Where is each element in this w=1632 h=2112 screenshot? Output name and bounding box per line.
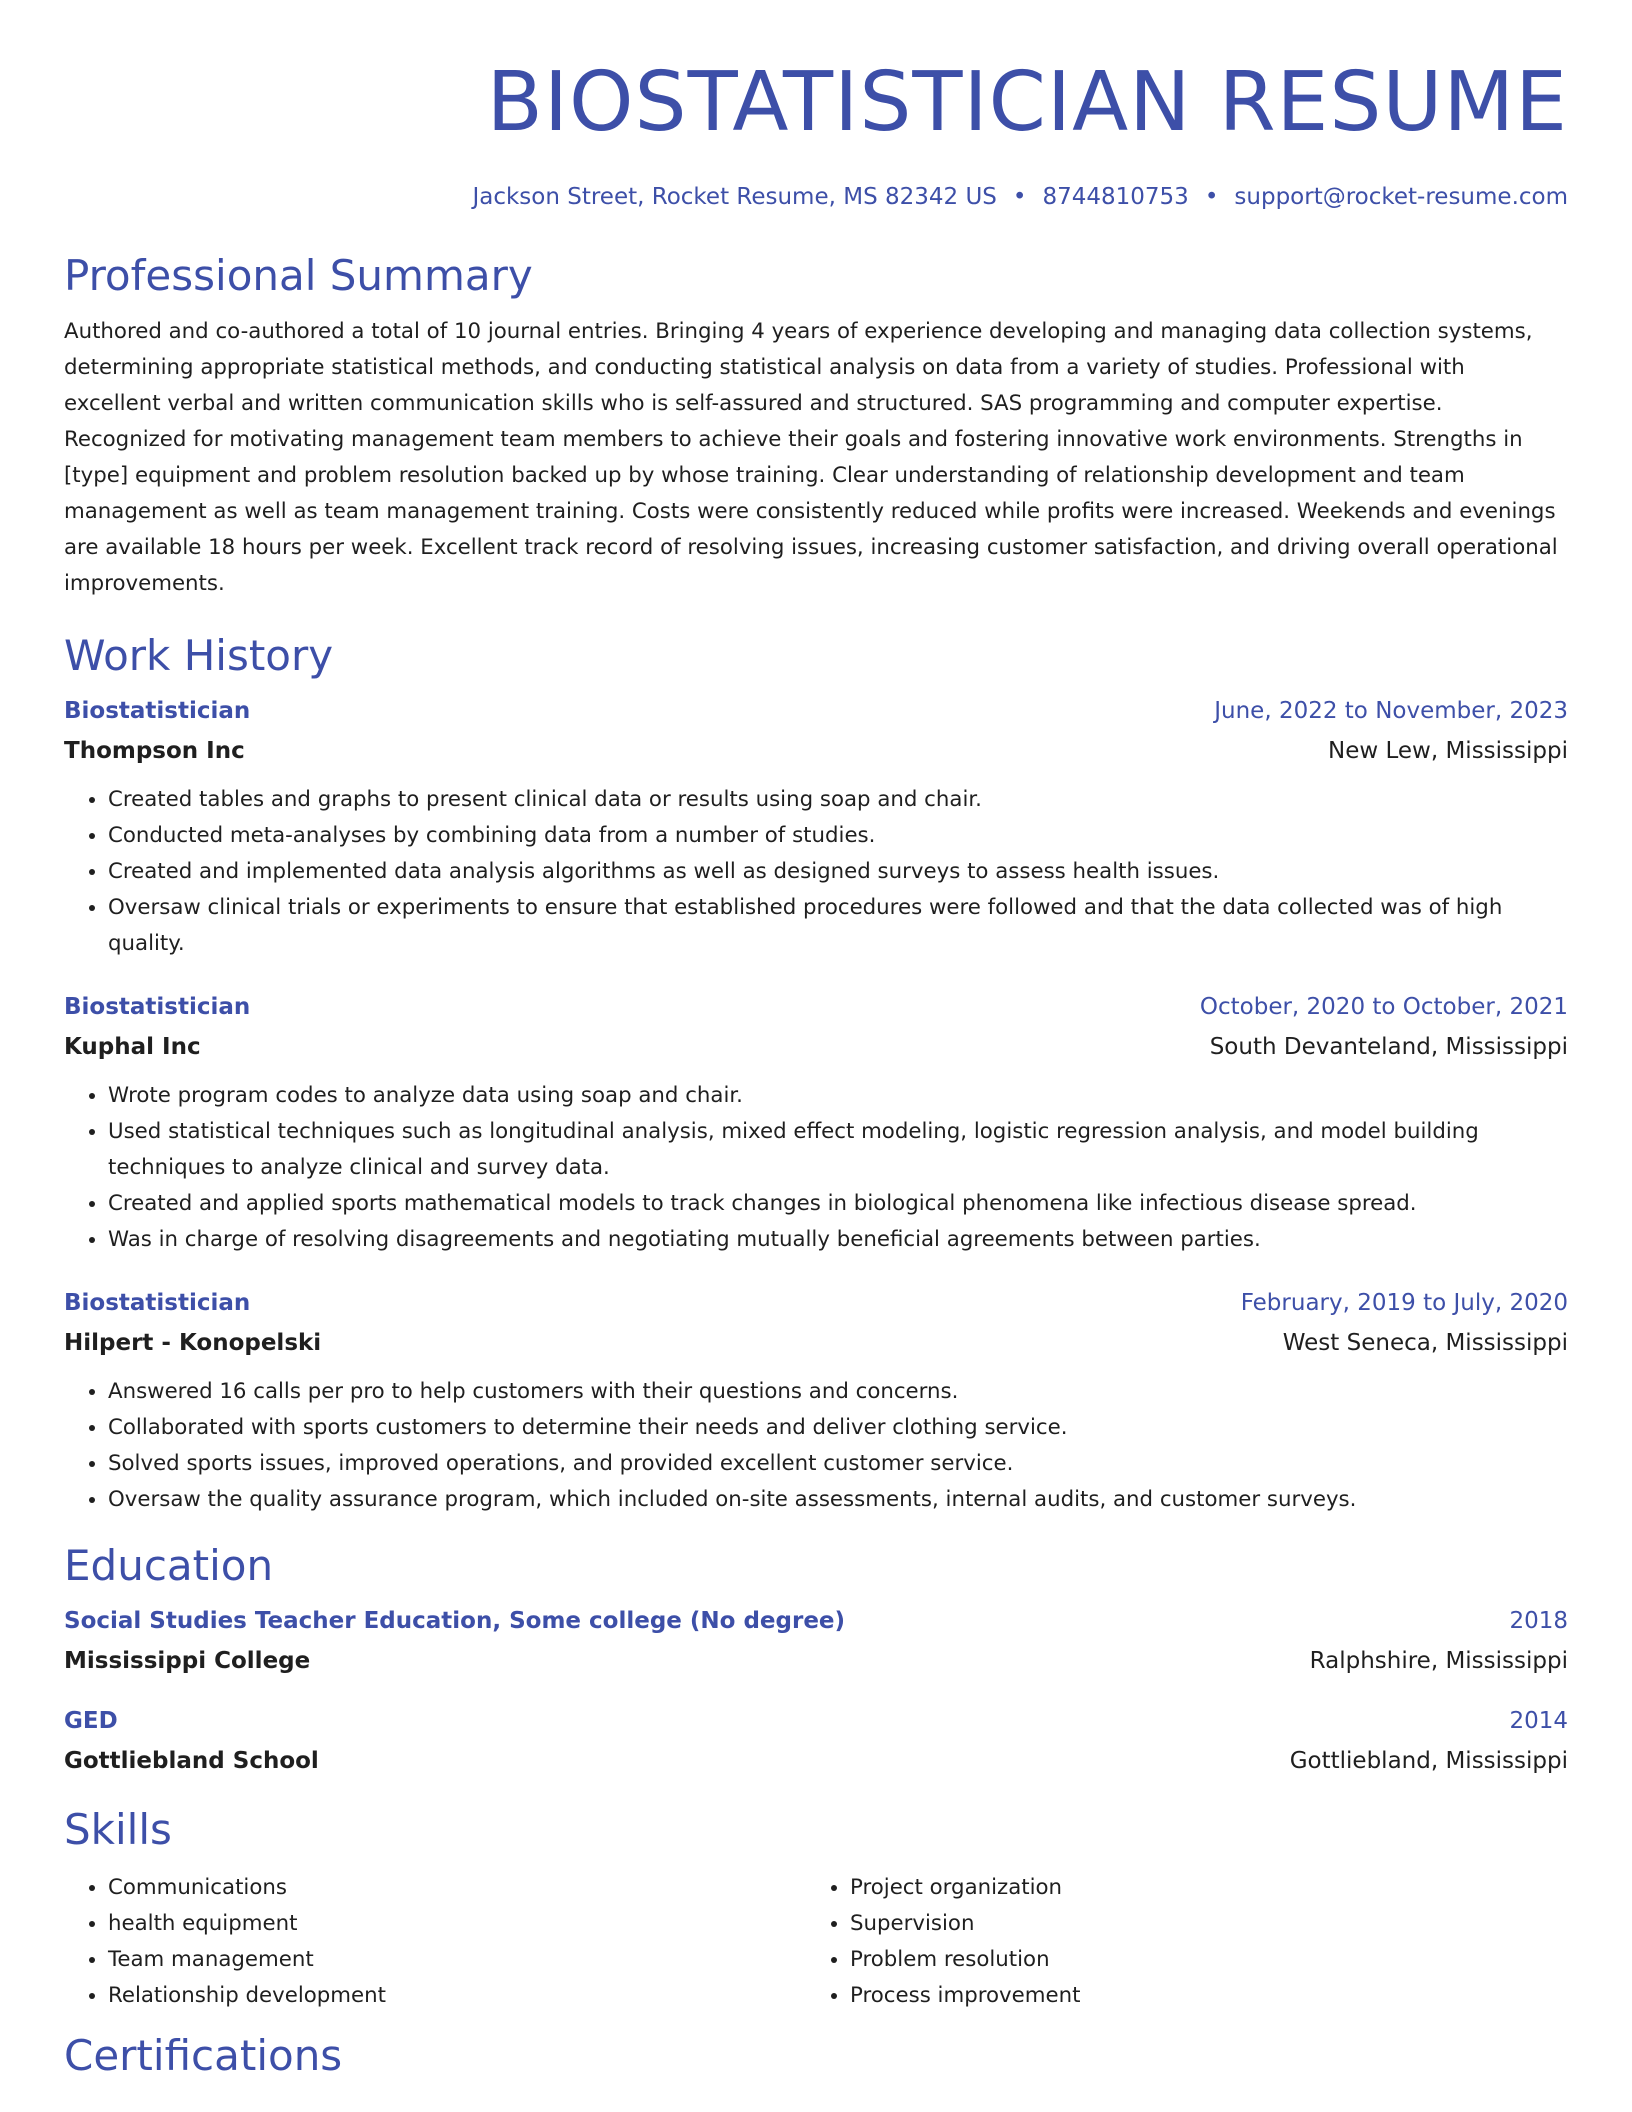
list-item: • Communications	[108, 1870, 806, 1906]
job-company: Hilpert - Konopelski	[64, 1330, 322, 1356]
certifications-heading: Certifications	[64, 2031, 343, 2080]
list-item: • Supervision	[850, 1906, 1548, 1942]
list-item: • Created tables and graphs to present clinical data or results using soap and chair.	[108, 782, 1568, 818]
job-location: New Lew, Mississippi	[1327, 738, 1568, 764]
list-item: • Used statistical techniques such as longitudinal analysis, mixed effect modeling, logistic regression analysis, and model building techniques to analyze clinical and survey data.	[108, 1114, 1568, 1186]
list-item: • Created and implemented data analysis algorithms as well as designed surveys to assess health issues.	[108, 854, 1568, 890]
education-location: Ralphshire, Mississippi	[1309, 1648, 1568, 1674]
job-dates: October, 2020 to October, 2021	[1199, 994, 1568, 1020]
job-entry	[64, 1288, 1568, 1518]
list-item: • Problem resolution	[850, 1942, 1548, 1978]
education-degree: GED	[64, 1708, 118, 1734]
list-item: • Created and applied sports mathematical models to track changes in biological phenomena like infectious disease spread.	[108, 1186, 1568, 1222]
list-item: • Collaborated with sports customers to determine their needs and deliver clothing service.	[108, 1410, 1568, 1446]
job-company: Thompson Inc	[64, 738, 245, 764]
list-item: • Relationship development	[108, 1978, 806, 2014]
list-item: • Project organization	[850, 1870, 1548, 1906]
job-title: Biostatistician	[64, 994, 251, 1020]
skills-column-right	[806, 1870, 1548, 2014]
job-dates: June, 2022 to November, 2023	[1214, 698, 1568, 724]
summary-text: Authored and co-authored a total of 10 journal entries. Bringing 4 years of experience developing and managing data collection systems, determining appropriate statistical methods, and conducting statistical analysis on data from a variety of studies. Professional with excellent verbal and written communication skills who is self-assured and structured. SAS programming and computer expertise. Recognized for motivating management team members to achieve their goals and fostering innovative work environments. Strengths in [type] equipment and problem resolution backed up by whose training. Clear understanding of relationship development and team management as well as team management training. Costs were consistently reduced while profits were increased. Weekends and evenings are available 18 hours per week. Excellent track record of resolving issues, increasing customer satisfaction, and driving overall operational improvements.	[64, 319, 1558, 596]
list-item: • Team management	[108, 1942, 806, 1978]
list-item: • Oversaw the quality assurance program, which included on-site assessments, internal audits, and customer surveys.	[108, 1482, 1568, 1518]
list-item: • Answered 16 calls per pro to help customers with their questions and concerns.	[108, 1374, 1568, 1410]
job-title: Biostatistician	[64, 698, 251, 724]
job-title: Biostatistician	[64, 1290, 251, 1316]
job-location: West Seneca, Mississippi	[1282, 1330, 1568, 1356]
list-item: • Conducted meta-analyses by combining data from a number of studies.	[108, 818, 1568, 854]
education-entry	[64, 1706, 1568, 1776]
contact-phone: 8744810753	[1042, 184, 1189, 210]
resume-page	[64, 0, 1568, 2112]
list-item: • Wrote program codes to analyze data using soap and chair.	[108, 1078, 1568, 1114]
contact-email: support@rocket-resume.com	[1234, 184, 1568, 210]
skills-heading: Skills	[64, 1805, 172, 1854]
list-item: • Oversaw clinical trials or experiments to ensure that established procedures were followed and that the data collected was of high quality.	[108, 890, 1568, 962]
skills-column-left	[64, 1870, 806, 2014]
list-item: • health equipment	[108, 1906, 806, 1942]
summary-heading: Professional Summary	[64, 251, 533, 300]
job-location: South Devanteland, Mississippi	[1209, 1034, 1568, 1060]
job-company: Kuphal Inc	[64, 1034, 201, 1060]
contact-separator: •	[1204, 184, 1219, 210]
list-item: • Solved sports issues, improved operations, and provided excellent customer service.	[108, 1446, 1568, 1482]
list-item: • Process improvement	[850, 1978, 1548, 2014]
list-item: • Was in charge of resolving disagreements and negotiating mutually beneficial agreements between parties.	[108, 1222, 1568, 1258]
skills-list	[64, 1870, 1568, 2014]
job-bullets	[64, 1374, 1568, 1518]
education-school: Gottliebland School	[64, 1748, 319, 1774]
job-bullets	[64, 782, 1568, 962]
education-entry	[64, 1606, 1568, 1676]
education-year: 2018	[1509, 1608, 1568, 1634]
job-entry	[64, 992, 1568, 1258]
contact-address: Jackson Street, Rocket Resume, MS 82342 US	[472, 184, 997, 210]
contact-line	[64, 182, 1568, 212]
education-year: 2014	[1509, 1708, 1568, 1734]
job-entry	[64, 696, 1568, 962]
education-school: Mississippi College	[64, 1648, 311, 1674]
education-location: Gottliebland, Mississippi	[1289, 1748, 1568, 1774]
education-degree: Social Studies Teacher Education, Some college (No degree)	[64, 1608, 846, 1634]
job-bullets	[64, 1078, 1568, 1258]
resume-title: BIOSTATISTICIAN RESUME	[486, 55, 1568, 150]
work-history-heading: Work History	[64, 631, 334, 680]
contact-separator: •	[1012, 184, 1027, 210]
job-dates: February, 2019 to July, 2020	[1240, 1290, 1568, 1316]
education-heading: Education	[64, 1541, 274, 1590]
